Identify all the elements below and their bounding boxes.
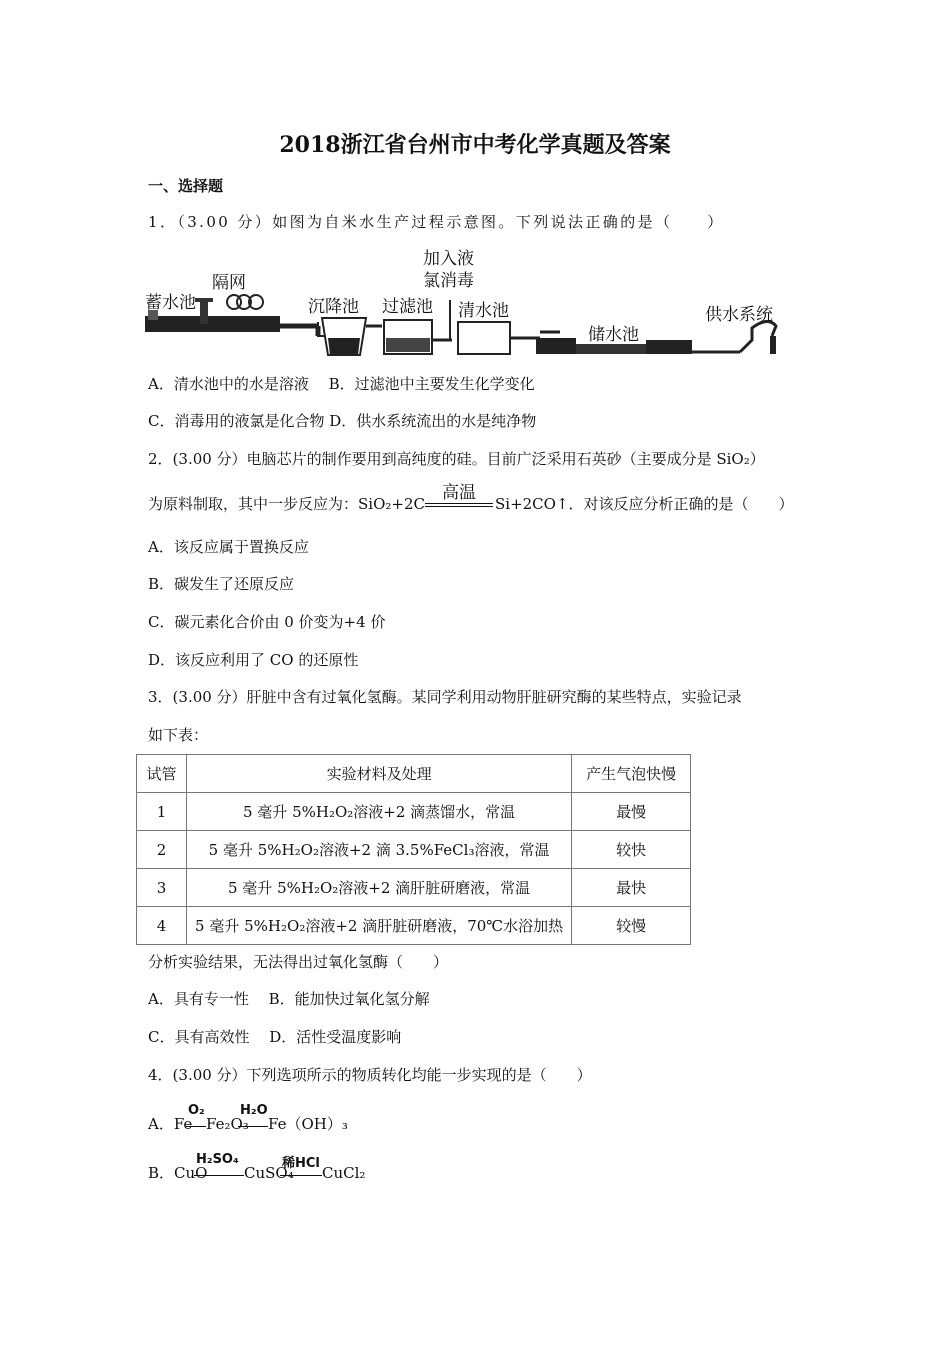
label-screen: 隔网 xyxy=(212,273,246,293)
cell-rate: 最快 xyxy=(572,869,691,907)
q3-options-cd: C．具有高效性 D．活性受温度影响 xyxy=(148,1028,402,1046)
table-row xyxy=(137,831,691,869)
section-heading: 一、选择题 xyxy=(148,177,224,195)
experiment-table xyxy=(136,754,691,945)
arrow-icon xyxy=(280,1175,322,1176)
cell-material: 5 毫升 5%H₂O₂溶液+2 滴蒸馏水，常温 xyxy=(186,793,571,831)
cell-tube: 4 xyxy=(137,907,187,945)
cell-material: 5 毫升 5%H₂O₂溶液+2 滴 3.5%FeCl₃溶液，常温 xyxy=(186,831,571,869)
q2-option-b: B．碳发生了还原反应 xyxy=(148,575,295,593)
q2-option-c: C．碳元素化合价由 0 价变为+4 价 xyxy=(148,613,386,631)
label-chlorine: 氯消毒 xyxy=(423,271,474,291)
q1-options-cd: C．消毒用的液氯是化合物 D．供水系统流出的水是纯净物 xyxy=(148,412,537,430)
header-material: 实验材料及处理 xyxy=(186,755,571,793)
arrow-icon xyxy=(186,1126,206,1127)
cell-rate: 最慢 xyxy=(572,793,691,831)
q3-options-ab: A．具有专一性 B．能加快过氧化氢分解 xyxy=(148,990,430,1008)
q4-b-condition2: 稀HCl xyxy=(282,1156,320,1171)
q4-b-condition1: H₂SO₄ xyxy=(196,1152,239,1167)
table-row xyxy=(137,793,691,831)
q4-a-condition2: H₂O xyxy=(240,1103,268,1118)
q3-after: 分析实验结果，无法得出过氧化氢酶（ ） xyxy=(148,953,449,971)
q4-a-intermediate: Fe₂O₃ xyxy=(206,1115,249,1133)
arrow-icon xyxy=(194,1175,244,1176)
q1-stem: 1．（3.00 分）如图为自米水生产过程示意图。下列说法正确的是（ ） xyxy=(148,213,725,231)
condition-high-temp: 高温 xyxy=(442,483,476,503)
water-treatment-diagram xyxy=(140,240,800,370)
q2-line2a: 为原料制取，其中一步反应为：SiO₂+2C xyxy=(148,495,425,513)
q4-b-product: CuCl₂ xyxy=(322,1164,366,1182)
label-reservoir: 蓄水池 xyxy=(145,293,196,313)
cell-material: 5 毫升 5%H₂O₂溶液+2 滴肝脏研磨液，70℃水浴加热 xyxy=(186,907,571,945)
label-filter-tank: 过滤池 xyxy=(382,297,433,317)
q2-option-d: D．该反应利用了 CO 的还原性 xyxy=(148,651,359,669)
label-add-liquid: 加入液 xyxy=(423,249,474,269)
header-tube: 试管 xyxy=(137,755,187,793)
q4-b-reactant: B．CuO xyxy=(148,1164,208,1182)
table-row xyxy=(137,869,691,907)
table-row xyxy=(137,907,691,945)
q4-a-reactant: A．Fe xyxy=(148,1115,193,1133)
cell-rate: 较快 xyxy=(572,831,691,869)
q4-a-condition1: O₂ xyxy=(188,1103,205,1118)
cell-tube: 3 xyxy=(137,869,187,907)
cell-rate: 较慢 xyxy=(572,907,691,945)
q1-options-ab: A．清水池中的水是溶液 B．过滤池中主要发生化学变化 xyxy=(148,375,535,393)
q2-option-a: A．该反应属于置换反应 xyxy=(148,538,309,556)
label-storage-tank: 储水池 xyxy=(588,325,639,345)
cell-material: 5 毫升 5%H₂O₂溶液+2 滴肝脏研磨液，常温 xyxy=(186,869,571,907)
page-title: 2018浙江省台州市中考化学真题及答案 xyxy=(279,132,671,158)
q2-line1: 2．(3.00 分）电脑芯片的制作要用到高纯度的硅。目前广泛采用石英砂（主要成分是 SiO₂） xyxy=(148,450,765,468)
label-clear-tank: 清水池 xyxy=(458,301,509,321)
q4-a-product: Fe（OH）₃ xyxy=(268,1115,348,1133)
reaction-condition xyxy=(425,478,493,507)
arrow-icon xyxy=(238,1126,268,1127)
q4-stem: 4．(3.00 分）下列选项所示的物质转化均能一步实现的是（ ） xyxy=(148,1066,592,1084)
table-header-row xyxy=(137,755,691,793)
cell-tube: 1 xyxy=(137,793,187,831)
label-supply-system: 供水系统 xyxy=(705,305,773,325)
header-bubble-rate: 产生气泡快慢 xyxy=(572,755,691,793)
q4-b-intermediate: CuSO₄ xyxy=(244,1164,294,1182)
equals-sign xyxy=(425,503,493,507)
q3-line2: 如下表： xyxy=(148,726,209,744)
q2-line2b: Si+2CO↑．对该反应分析正确的是（ ） xyxy=(495,495,794,513)
label-sediment-tank: 沉降池 xyxy=(308,297,359,317)
q3-line1: 3．(3.00 分）肝脏中含有过氧化氢酶。某同学利用动物肝脏研究酶的某些特点，实验记录 xyxy=(148,688,742,706)
cell-tube: 2 xyxy=(137,831,187,869)
